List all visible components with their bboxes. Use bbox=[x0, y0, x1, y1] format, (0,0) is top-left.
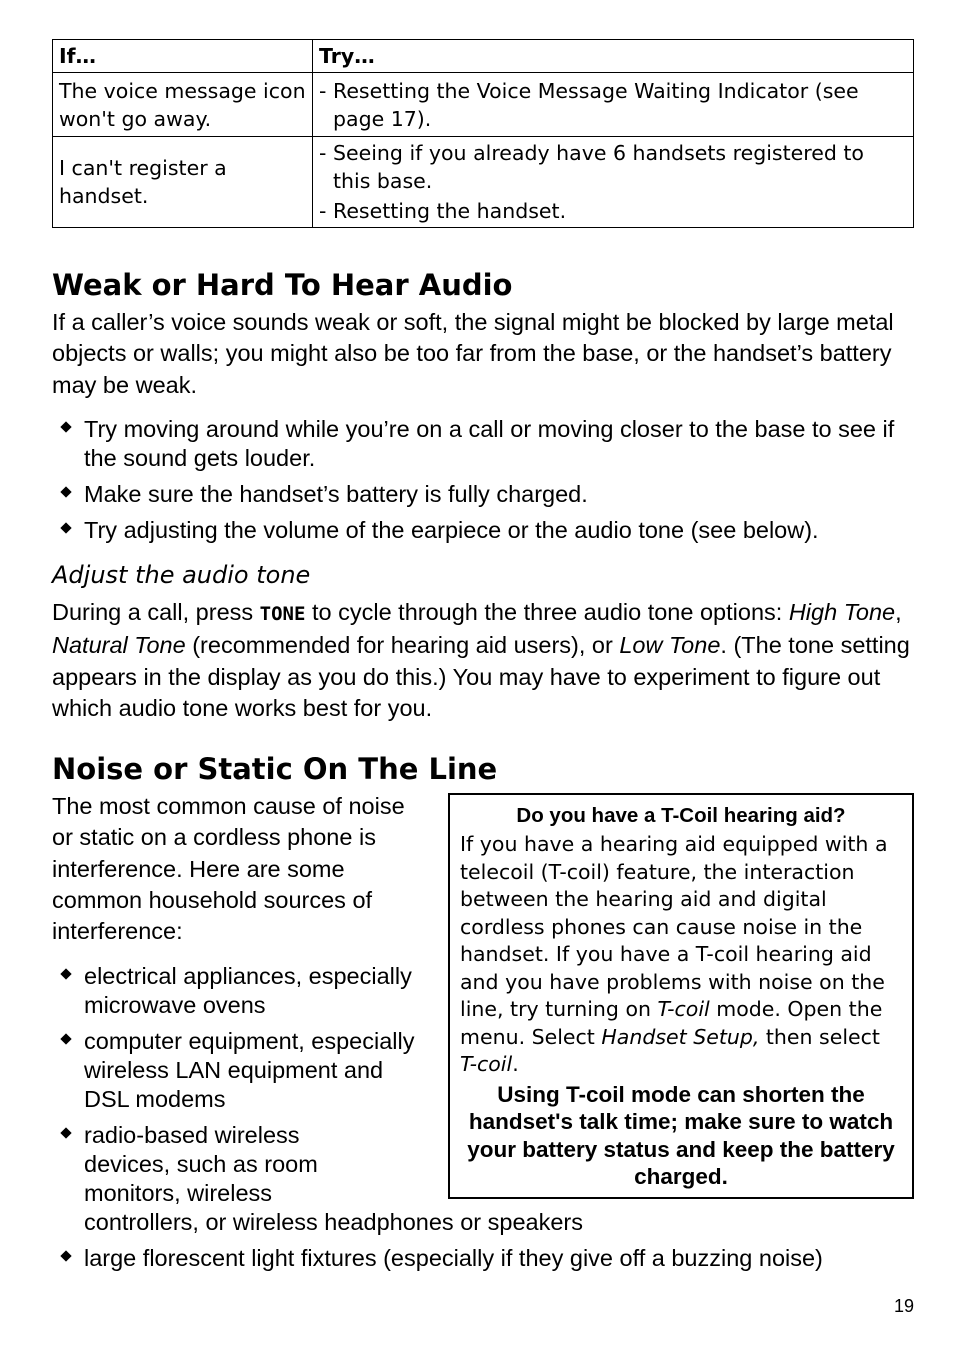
table-header-try: Try… bbox=[313, 40, 914, 73]
tone-key-label: TONE bbox=[259, 603, 306, 625]
list-item: computer equipment, especially wireless LAN equipment and DSL modems bbox=[52, 1027, 432, 1114]
try-item: - Seeing if you already have 6 handsets registered to this base. bbox=[319, 139, 907, 195]
tcoil-title: Do you have a T-Coil hearing aid? bbox=[516, 804, 846, 827]
table-cell-try bbox=[313, 73, 914, 137]
table-header-if: If… bbox=[53, 40, 313, 73]
try-item: - Resetting the Voice Message Waiting Indicator (see page 17). bbox=[319, 77, 907, 133]
diamond-bullet-icon bbox=[60, 1127, 71, 1138]
tone-paragraph: During a call, press TONE to cycle through the three audio tone options: High Tone, Natural Tone (recommended for hearing aid users), or Low Tone. (The tone setting appears in the display as you do this.) You may have to experiment to figure out which audio tone works best for you. bbox=[52, 599, 910, 721]
noise-list-end bbox=[52, 1244, 932, 1280]
list-item: Make sure the handset’s battery is fully charged. bbox=[52, 480, 920, 509]
noise-intro: The most common cause of noise or static on a cordless phone is interference. Here are some common household sources of interference: bbox=[52, 793, 405, 945]
diamond-bullet-icon bbox=[60, 1250, 71, 1261]
list-item: radio-based wireless devices, such as room monitors, wireless bbox=[52, 1121, 432, 1208]
tcoil-callout-box bbox=[448, 793, 914, 1199]
subheading-adjust-tone: Adjust the audio tone bbox=[52, 561, 311, 589]
list-item: Try adjusting the volume of the earpiece or the audio tone (see below). bbox=[52, 516, 920, 545]
list-item: electrical appliances, especially microwave ovens bbox=[52, 962, 432, 1020]
list-item: Try moving around while you’re on a call or moving closer to the base to see if the sound gets louder. bbox=[52, 415, 920, 473]
weak-audio-intro: If a caller’s voice sounds weak or soft, the signal might be blocked by large metal objects or walls; you might also be too far from the base, or the handset’s battery may be weak. bbox=[52, 309, 894, 398]
section-heading-weak-audio: Weak or Hard To Hear Audio bbox=[52, 268, 513, 302]
list-item: large florescent light fixtures (especially if they give off a buzzing noise) bbox=[52, 1244, 932, 1273]
table-row bbox=[53, 73, 914, 137]
diamond-bullet-icon bbox=[60, 486, 71, 497]
table-cell-try bbox=[313, 137, 914, 228]
tcoil-body: If you have a hearing aid equipped with a telecoil (T-coil) feature, the interaction between the hearing aid and digital cordless phones can cause noise in the handset. If you have a T-coil hearing aid and you have problems with noise on the line, try turning on T-coil mode. Open the menu. Select Handset Setup, then select T-coil. bbox=[460, 832, 888, 1076]
diamond-bullet-icon bbox=[60, 1033, 71, 1044]
list-item-continuation: controllers, or wireless headphones or speakers bbox=[84, 1209, 583, 1235]
try-item: - Resetting the handset. bbox=[319, 197, 907, 225]
troubleshooting-table bbox=[52, 39, 914, 228]
table-cell-if: I can't register a handset. bbox=[53, 137, 313, 228]
section-heading-noise: Noise or Static On The Line bbox=[52, 752, 498, 786]
diamond-bullet-icon bbox=[60, 522, 71, 533]
diamond-bullet-icon bbox=[60, 968, 71, 979]
diamond-bullet-icon bbox=[60, 421, 71, 432]
page-number: 19 bbox=[893, 1296, 914, 1316]
table-row bbox=[53, 137, 914, 228]
table-cell-if: The voice message icon won't go away. bbox=[53, 73, 313, 137]
noise-list bbox=[52, 962, 432, 1215]
weak-audio-list bbox=[52, 415, 920, 552]
tcoil-warning: Using T-coil mode can shorten the handset's talk time; make sure to watch your battery status and keep the battery charged. bbox=[467, 1081, 895, 1189]
